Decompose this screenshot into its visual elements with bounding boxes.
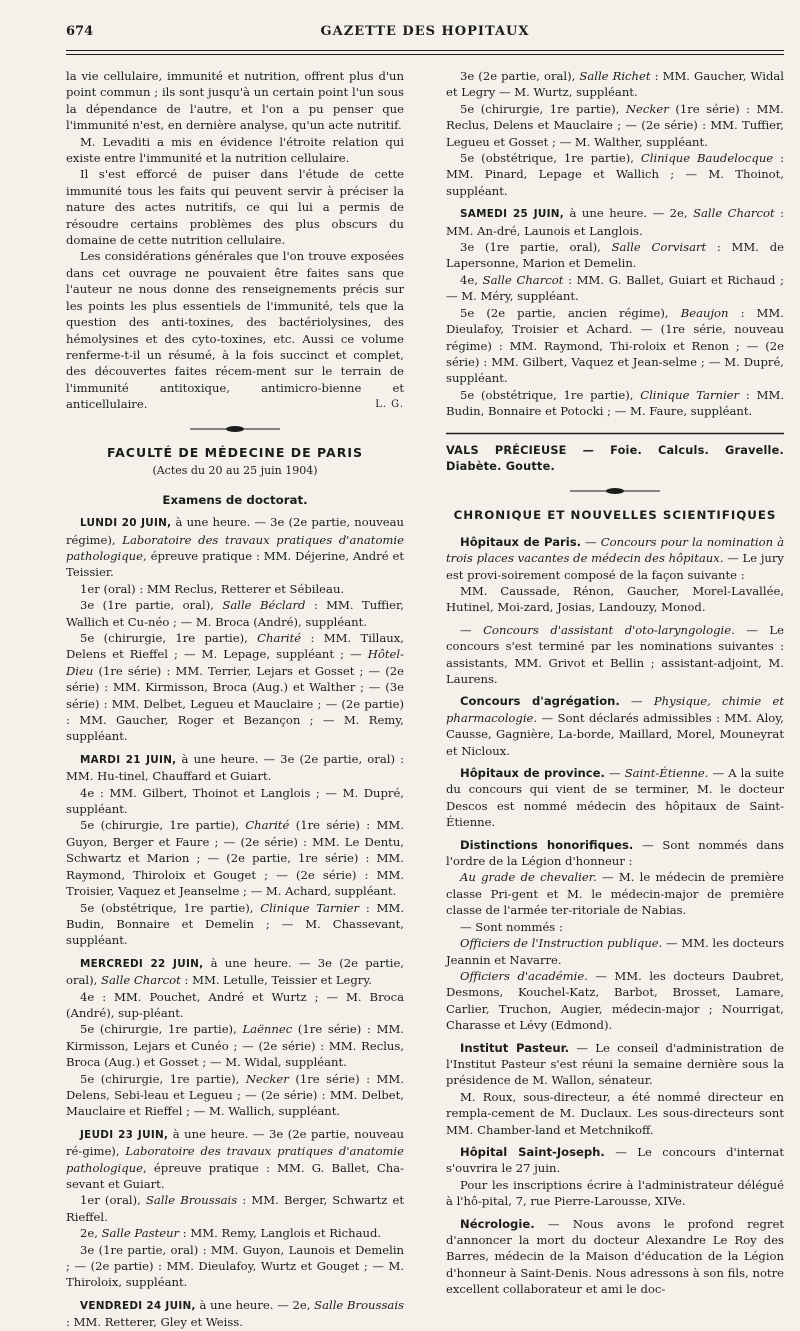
paragraph: Officiers de l'Instruction publique. — MM. les docteurs Jeannin et Navarre.: [446, 936, 785, 967]
paragraph: M. Levaditi a mis en évidence l'étroite relation qui existe entre l'immunité et la nutrition cellulaire.: [66, 134, 404, 166]
paragraph: MERCREDI 22 JUIN, à une heure. — 3e (2e partie, oral), Salle Charcot : MM. Letulle, Teissier et Legry.: [66, 955, 404, 988]
date-label: SAMEDI 25 JUIN,: [460, 208, 565, 221]
paragraph: 5e (obstétrique, 1re partie), Clinique Tarnier : MM. Budin, Bonnaire et Potocki ; — M. Faure, suppléant.: [446, 387, 784, 419]
paragraph: MM. Caussade, Rénon, Gaucher, Morel-Lavallée, Hutinel, Moi-zard, Josias, Landouzy, Monod.: [446, 583, 784, 615]
news-item: Hôpitaux de province. — Saint-Étienne. — A la suite du concours qui vient de se terminer, M. le docteur Descos est nommé médecin des hôpitaux de Saint-Étienne.: [446, 766, 784, 830]
paragraph: M. Roux, sous-directeur, a été nommé directeur en rempla-cement de M. Duclaux. Les sous-directeurs sont MM. Chamber-land et Metchnikoff.: [446, 1089, 784, 1137]
section-subtitle: (Actes du 20 au 25 juin 1904): [152, 464, 318, 478]
paragraph: VENDREDI 24 JUIN, à une heure. — 2e, Salle Broussais : MM. Retterer, Gley et Weiss.: [66, 1297, 404, 1330]
paragraph: 5e (chirurgie, 1re partie), Necker (1re série) : MM. Delens, Sebi-leau et Legueu ; — (2e série) : MM. Delbet, Mauclaire et Rieffel ; — M. Wallich, suppléant.: [66, 1071, 404, 1119]
paragraph: 5e (chirurgie, 1re partie), Charité (1re série) : MM. Guyon, Berger et Faure ; — (2e série) : MM. Le Dentu, Schwartz et Marion ; — (2e partie, 1re série) : MM. Raymond, Thiroloix et Gouget ; — (2e série) : MM. Troisier, Vaquez et Jeanselme ; — M. Achard, suppléant.: [66, 818, 404, 899]
paragraph: 5e (chirurgie, 1re partie), Charité : MM. Tillaux, Delens et Rieffel ; — M. Lepage, suppléant ; — Hôtel-Dieu (1re série) : MM. Terrier, Lejars et Gosset ; — (2e série) : MM. Kirmisson, Broca (Aug.) et Walther ; — (3e série) : MM. Delbet, Legueu et Mauclaire ; — (2e partie) : MM. Gaucher, Roger et Bezançon ; — M. Remy, suppléant.: [66, 631, 404, 744]
paragraph: 4e : MM. Gilbert, Thoinot et Langlois ; — M. Dupré, suppléant.: [66, 785, 404, 817]
news-item: Nécrologie. — Nous avons le profond regret d'annoncer la mort du docteur Alexandre Le Roy des Barres, médecin de la Maison d'éducation de la Légion d'honneur à Saint-Denis. Nous adressons à son fils, notre excellent collaborateur et ami le doc-: [446, 1216, 784, 1297]
section-title: CHRONIQUE ET NOUVELLES SCIENTIFIQUES: [453, 508, 777, 523]
paragraph: 4e, Salle Charcot : MM. G. Ballet, Guiart et Richaud ; — M. Méry, suppléant.: [446, 272, 785, 304]
date-label: MARDI 21 JUIN,: [80, 753, 177, 766]
paragraph: 5e (2e partie, ancien régime), Beaujon : MM. Dieulafoy, Troisier et Achard. — (1re série, nouveau régime) : MM. Raymond, Thi-roloix et Renon ; — (2e série) : MM. Gilbert, Vaquez et Jean-selme ; — M. Dupré, suppléant.: [446, 305, 784, 386]
paragraph: 2e, Salle Pasteur : MM. Remy, Langlois et Richaud.: [80, 1226, 382, 1241]
header-rule: [66, 50, 784, 51]
journal-title: GAZETTE DES HOPITAUX: [320, 24, 530, 39]
page-number: 674: [66, 24, 94, 39]
date-label: MERCREDI 22 JUIN,: [80, 957, 204, 970]
ornament-divider: [190, 425, 280, 433]
news-item: — Concours d'assistant d'oto-laryngologie. — Le concours s'est terminé par les nominations suivantes : assistants, MM. Grivot et Bellin ; assistant-adjoint, M. Laurens.: [446, 622, 784, 686]
paragraph: 3e (2e partie, oral), Salle Richet : MM. Gaucher, Widal et Legry — M. Wurtz, suppléant.: [446, 69, 785, 100]
paragraph: Les considérations générales que l'on trouve exposées dans cet ouvrage ne pouvaient être faites sans que l'auteur ne nous donne des renseignements précis sur les points les plus essentiels de l'immunité, tels que la question des anti-toxines, des bactériolysines, des hémolysines et des cyto-toxines, etc. Aussi ce volume renferme-t-il un résumé, à la fois succinct et complet, des découvertes faites récem-ment sur le terrain de l'immunité antitoxique, antimicro-bienne et anticellulaire.: [66, 249, 404, 412]
subsection-title: Examens de doctorat.: [162, 492, 308, 507]
paragraph: Il s'est efforcé de puiser dans l'étude de cette immunité tous les faits qui peuvent servir à préciser la nature des actes nutritifs, ce qui lui a permis de résoudre certains problèmes des plus obscurs du domaine de cette nutrition cellulaire.: [66, 167, 404, 248]
running-header: [66, 24, 784, 44]
rule-divider: [446, 432, 784, 435]
date-label: VENDREDI 24 JUIN,: [80, 1299, 196, 1312]
date-label: JEUDI 23 JUIN,: [80, 1128, 169, 1141]
header-rule-thin: [66, 54, 784, 55]
paragraph: Officiers d'académie. — MM. les docteurs Daubret, Desmons, Kouchel-Katz, Barbot, Brosset, Lamare, Carlier, Truchon, Augier, médecin-major ; Nourrigat, Charasse et Lévy (Edmond).: [446, 968, 784, 1033]
news-item: Distinctions honorifiques. — Sont nommés dans l'ordre de la Légion d'honneur :: [446, 837, 784, 869]
left-column: [66, 68, 404, 1331]
author-signature: L. G.: [375, 398, 404, 410]
paragraph: 5e (obstétrique, 1re partie), Clinique Baudelocque : MM. Pinard, Lepage et Wallich ; — M. Thoinot, suppléant.: [446, 151, 785, 198]
paragraph: 3e (1re partie, oral), Salle Corvisart : MM. de Lapersonne, Marion et Demelin.: [446, 240, 784, 271]
paragraph: 1er (oral), Salle Broussais : MM. Berger, Schwartz et Rieffel.: [66, 1193, 405, 1224]
paragraph: SAMEDI 25 JUIN, à une heure. — 2e, Salle Charcot : MM. An-dré, Launois et Langlois.: [446, 206, 784, 238]
paragraph: JEUDI 23 JUIN, à une heure. — 3e (2e partie, nouveau ré-gime), Laboratoire des travaux pratiques d'anatomie pathologique, épreuve pratique : MM. G. Ballet, Cha-sevant et Guiart.: [66, 1126, 404, 1191]
paragraph: Au grade de chevalier. — M. le médecin de première classe Pri-gent et M. le médecin-major de première classe de l'armée ter-ritoriale de Nabias.: [446, 870, 784, 918]
news-item: Institut Pasteur. — Le conseil d'administration de l'Institut Pasteur s'est réuni la semaine dernière sous la présidence de M. Wallon, sénateur.: [446, 1040, 784, 1088]
paragraph: 4e : MM. Pouchet, André et Wurtz ; — M. Broca (André), sup-pléant.: [66, 989, 404, 1020]
news-item: Concours d'agrégation. — Physique, chimie et pharmacologie. — Sont déclarés admissibles : MM. Aloy, Causse, Gagnière, La-borde, Maillard, Morel, Mouneyrat et Nicloux.: [446, 694, 784, 758]
paragraph: 1er (oral) : MM Reclus, Retterer et Sébileau.: [80, 581, 345, 596]
news-item: Hôpital Saint-Joseph. — Le concours d'internat s'ouvrira le 27 juin.: [446, 1144, 784, 1176]
advertisement-line: VALS PRÉCIEUSE — Foie. Calculs. Gravelle. Diabète. Goutte.: [446, 443, 784, 473]
section-title: FACULTÉ DE MÉDECINE DE PARIS: [107, 444, 363, 460]
paragraph: 5e (chirurgie, 1re partie), Laënnec (1re série) : MM. Kirmisson, Lejars et Cunéo ; — (2e série) : MM. Reclus, Broca (Aug.) et Gosset ; — M. Widal, suppléant.: [66, 1022, 404, 1070]
paragraph: Pour les inscriptions écrire à l'administrateur délégué à l'hô-pital, 7, rue Pierre-Larousse, XIVe.: [446, 1177, 784, 1209]
paragraph: LUNDI 20 JUIN, à une heure. — 3e (2e partie, nouveau régime), Laboratoire des travaux pratiques d'anatomie pathologique, épreuve pratique : MM. Déjerine, André et Teissier.: [66, 515, 404, 580]
paragraph: la vie cellulaire, immunité et nutrition, offrent plus d'un point commun ; ils sont jusqu'à un certain point l'un sous la dépendance de l'autre, et l'on a pu penser que l'immunité n'est, en dernière analyse, qu'un acte nutritif.: [66, 69, 404, 133]
right-column: [446, 68, 784, 1298]
news-item: Hôpitaux de Paris. — Concours pour la nomination à trois places vacantes de médecin des hôpitaux. — Le jury est provi-soirement composé de la façon suivante :: [446, 534, 785, 582]
paragraph: 5e (obstétrique, 1re partie), Clinique Tarnier : MM. Budin, Bonnaire et Demelin ; — M. Chassevant, suppléant.: [66, 900, 404, 948]
paragraph: MARDI 21 JUIN, à une heure. — 3e (2e partie, oral) : MM. Hu-tinel, Chauffard et Guiart.: [66, 751, 404, 784]
date-label: LUNDI 20 JUIN,: [80, 517, 172, 530]
paragraph: — Sont nommés :: [460, 919, 563, 934]
ornament-divider: [570, 487, 660, 495]
paragraph: 3e (1re partie, oral) : MM. Guyon, Launois et Demelin ; — (2e partie) : MM. Dieulafoy, Wurtz et Gouget ; — M. Thiroloix, suppléant.: [66, 1242, 404, 1290]
paragraph: 5e (chirurgie, 1re partie), Necker (1re série) : MM. Reclus, Delens et Mauclaire ; — (2e série) : MM. Tuffier, Legueu et Gosset ; — M. Walther, suppléant.: [446, 101, 784, 149]
paragraph: 3e (1re partie, oral), Salle Béclard : MM. Tuffier, Wallich et Cu-néo ; — M. Broca (André), suppléant.: [66, 598, 404, 629]
